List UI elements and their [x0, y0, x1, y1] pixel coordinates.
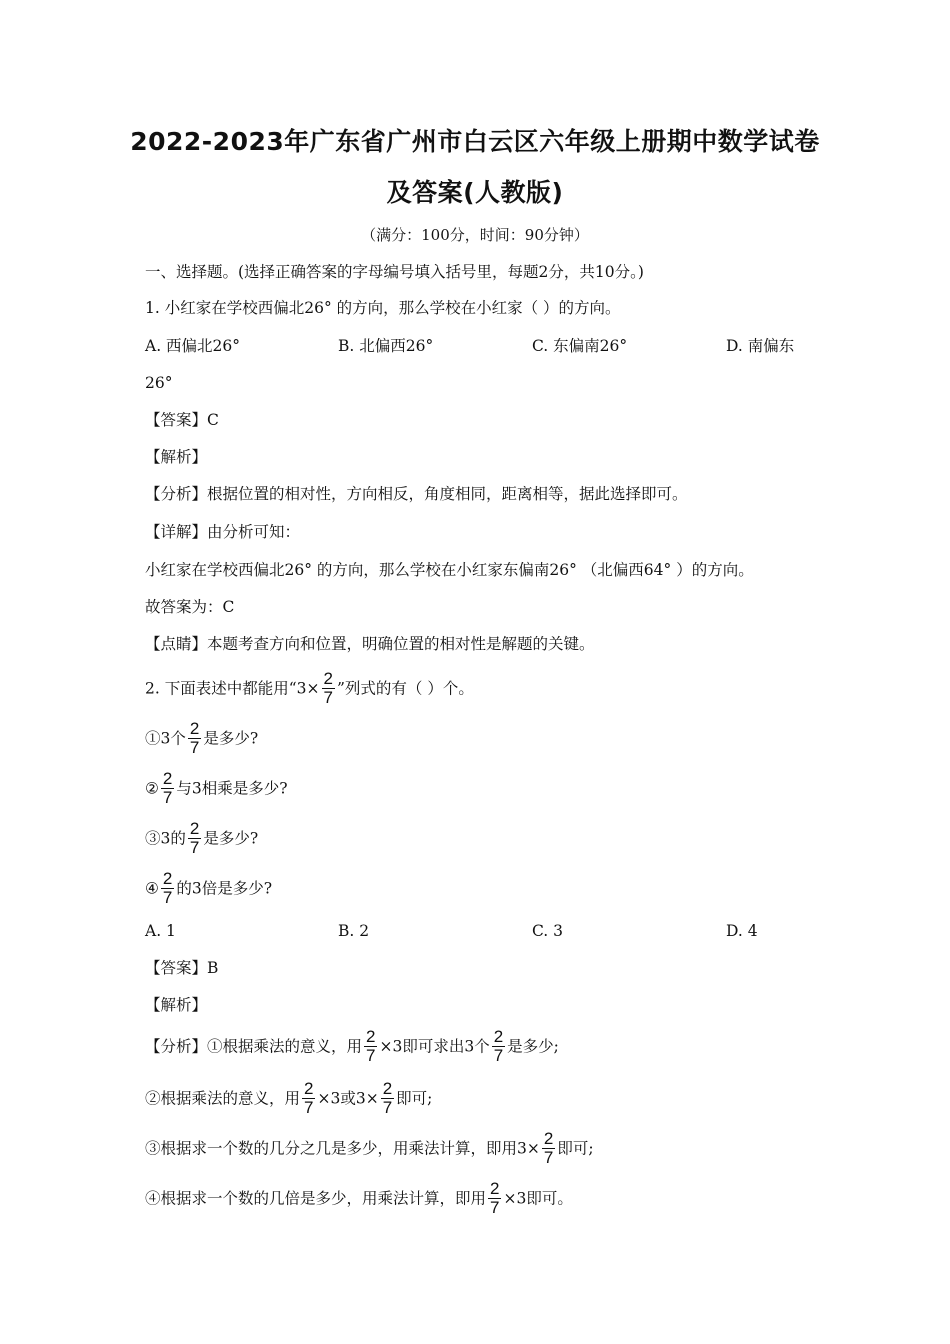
- fraction: $\frac{2}{7}$: [323, 669, 333, 707]
- q1-option-c: C. 东偏南26°: [532, 337, 628, 355]
- fraction: $\frac{2}{7}$: [543, 1129, 554, 1167]
- q2-option-b: B. 2: [338, 922, 370, 940]
- q2-option-d: D. 4: [726, 922, 758, 940]
- q2-fenxi: 【分析】①根据乘法的意义，用 $\frac{2}{7}$ ×3即可求出3个 $\frac{2}{7}$ 是多少;: [145, 1027, 559, 1065]
- q2-item-4: ④ $\frac{2}{7}$ 的3倍是多少?: [145, 869, 273, 907]
- document-title: 2022-2023年广东省广州市白云区六年级上册期中数学试卷: [130, 127, 820, 156]
- q2-option-c: C. 3: [532, 922, 564, 940]
- fraction: $\frac{2}{7}$: [493, 1027, 504, 1065]
- q1-analysis-label: 【解析】: [145, 448, 208, 466]
- q1-dianjing: 【点睛】本题考查方向和位置，明确位置的相对性是解题的关键。: [145, 635, 595, 653]
- q1-fenxi: 【分析】根据位置的相对性，方向相反，角度相同，距离相等，据此选择即可。: [145, 485, 688, 503]
- exam-info: （满分：100分，时间：90分钟）: [361, 226, 589, 244]
- question-1-stem: 1. 小红家在学校西偏北26° 的方向，那么学校在小红家（ ）的方向。: [145, 299, 621, 317]
- fraction: $\frac{2}{7}$: [366, 1027, 376, 1065]
- q2-analysis-3: ③根据求一个数的几分之几是多少，用乘法计算，即用3× $\frac{2}{7}$ 即可;: [145, 1129, 594, 1167]
- question-2-stem: [145, 670, 474, 707]
- q1-option-d: D. 南偏东: [726, 337, 795, 355]
- fraction: $\frac{2}{7}$: [382, 1079, 393, 1117]
- q2-option-a: A. 1: [145, 922, 176, 940]
- document-title-line2: 及答案(人教版): [386, 178, 564, 207]
- fraction: $\frac{2}{7}$: [162, 869, 173, 907]
- fraction: $\frac{2}{7}$: [189, 719, 200, 757]
- fraction: $\frac{2}{7}$: [490, 1179, 500, 1217]
- q1-option-d-wrap: 26°: [145, 374, 173, 392]
- q1-answer: 【答案】C: [145, 411, 219, 429]
- q2-analysis-4: ④根据求一个数的几倍是多少，用乘法计算，即用 $\frac{2}{7}$ ×3即可。: [145, 1179, 573, 1217]
- q2-stem-end: ”列式的有（ ）个。: [336, 679, 474, 698]
- q1-option-b: B. 北偏西26°: [338, 337, 434, 355]
- q2-item-1: ①3个 $\frac{2}{7}$ 是多少?: [145, 719, 259, 757]
- fraction: $\frac{2}{7}$: [162, 769, 173, 807]
- q2-answer: 【答案】B: [145, 959, 219, 977]
- section-heading: 一、选择题。(选择正确答案的字母编号填入括号里，每题2分，共10分。): [145, 263, 644, 281]
- q1-xiangjie: 【详解】由分析可知：: [145, 523, 301, 541]
- q2-item-3: ③3的 $\frac{2}{7}$ 是多少?: [145, 819, 259, 857]
- q2-analysis-label: 【解析】: [145, 996, 208, 1014]
- q2-item-2: ② $\frac{2}{7}$ 与3相乘是多少?: [145, 769, 288, 807]
- q2-analysis-2: ②根据乘法的意义，用 $\frac{2}{7}$ ×3或3× $\frac{2}{7}$ 即可;: [145, 1079, 433, 1117]
- q1-option-a: A. 西偏北26°: [145, 337, 241, 355]
- q1-detail: 小红家在学校西偏北26° 的方向，那么学校在小红家东偏南26° （北偏西64° ）的方向。: [145, 561, 754, 579]
- fraction: $\frac{2}{7}$: [304, 1079, 314, 1117]
- q2-stem-start: 2. 下面表述中都能用“3×: [145, 679, 320, 698]
- q1-conclusion: 故答案为：C: [145, 598, 235, 616]
- fraction: $\frac{2}{7}$: [189, 819, 200, 857]
